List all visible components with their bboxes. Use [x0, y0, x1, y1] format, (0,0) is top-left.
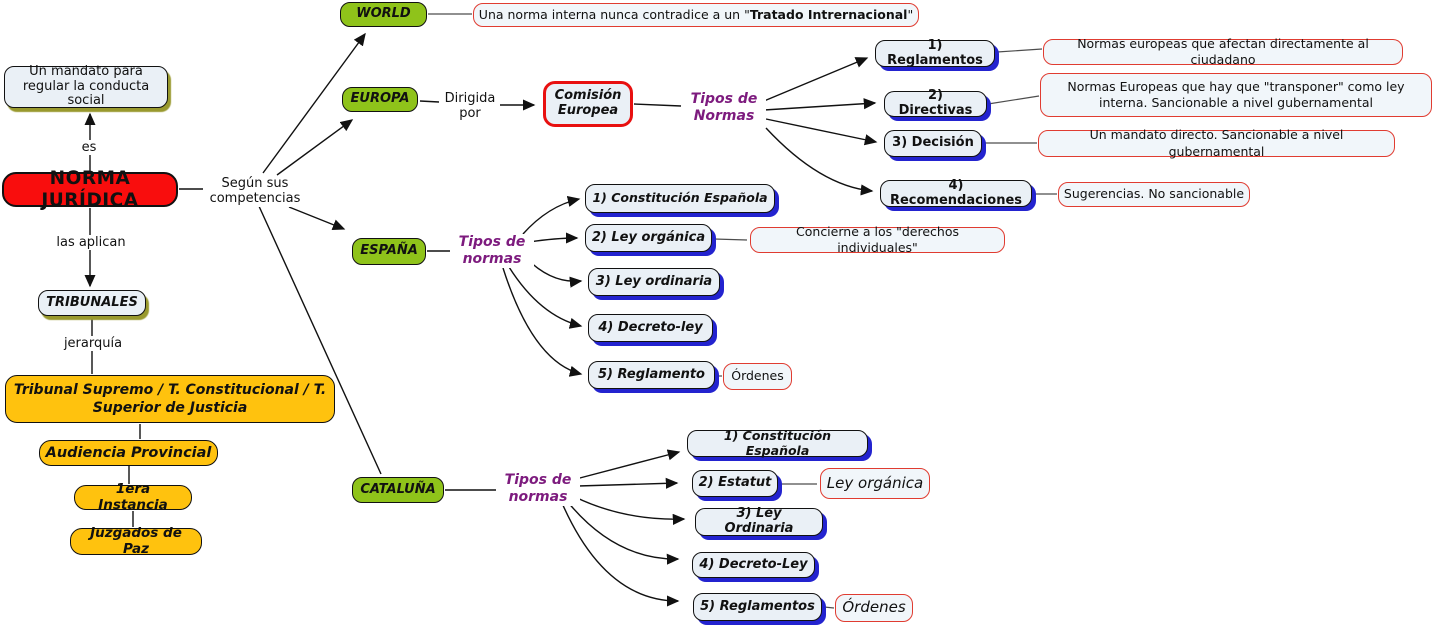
world-annotation-prefix: Una norma interna nunca contradice a un " — [478, 6, 750, 22]
eu-recomendaciones-node: 4) Recomendaciones — [880, 180, 1032, 207]
cat-ley-ordinaria-node: 3) Ley Ordinaria — [695, 508, 823, 536]
edge-label-las-aplican: las aplican — [52, 235, 130, 250]
europa-node: EUROPA — [342, 87, 418, 112]
edge-label-es: es — [72, 140, 106, 155]
cat-estatut-node: 2) Estatut — [692, 470, 778, 497]
edge-label-segun-competencias: Según sus competencias — [203, 176, 307, 207]
world-annotation-suffix: " — [907, 6, 914, 22]
eu-reglamentos-node: 1) Reglamentos — [875, 40, 995, 67]
cat-ordenes-annotation: Órdenes — [835, 594, 913, 622]
world-annotation — [473, 3, 919, 27]
eu-decision-annotation: Un mandato directo. Sancionable a nivel gubernamental — [1038, 130, 1395, 157]
audiencia-provincial-node: Audiencia Provincial — [39, 440, 218, 466]
eu-recomendaciones-annotation: Sugerencias. No sancionable — [1058, 182, 1250, 207]
cat-ley-organica-annotation: Ley orgánica — [820, 468, 930, 499]
comision-europea-node: Comisión Europea — [543, 81, 633, 127]
tipos-de-normas-cataluna-label: Tipos de normas — [496, 472, 580, 506]
cat-reglamentos-node: 5) Reglamentos — [693, 593, 822, 621]
es-ley-ordinaria-node: 3) Ley ordinaria — [588, 268, 720, 296]
es-constitucion-node: 1) Constitución Española — [585, 184, 775, 213]
es-reglamento-node: 5) Reglamento — [588, 361, 715, 389]
tribunal-supremo-node: Tribunal Supremo / T. Constitucional / T. Superior de Justicia — [5, 375, 335, 423]
es-ley-organica-annotation: Concierne a los "derechos individuales" — [750, 227, 1005, 253]
root-node-norma-juridica: NORMA JURÍDICA — [2, 172, 178, 207]
espana-node: ESPAÑA — [352, 238, 426, 265]
eu-decision-node: 3) Decisión — [884, 130, 982, 157]
world-node: WORLD — [340, 2, 427, 27]
es-ordenes-annotation: Órdenes — [723, 363, 792, 390]
edge-label-jerarquia: jerarquía — [57, 336, 129, 351]
cataluna-node: CATALUÑA — [352, 477, 444, 503]
edge-label-dirigida-por: Dirigida por — [440, 91, 500, 122]
world-annotation-bold: Tratado Intrernacional — [749, 6, 908, 22]
tipos-de-normas-espana-label: Tipos de normas — [450, 234, 534, 268]
cat-constitucion-node: 1) Constitución Española — [687, 430, 868, 457]
primera-instancia-node: 1era Instancia — [74, 485, 192, 510]
es-ley-organica-node: 2) Ley orgánica — [585, 224, 712, 252]
es-decreto-ley-node: 4) Decreto-ley — [588, 314, 713, 342]
eu-directivas-annotation: Normas Europeas que hay que "transponer" como ley interna. Sancionable a nivel gubernamental — [1040, 73, 1432, 117]
juzgados-de-paz-node: Juzgados de Paz — [70, 528, 202, 555]
definition-node: Un mandato para regular la conducta social — [4, 66, 168, 108]
cat-decreto-ley-node: 4) Decreto-Ley — [692, 552, 815, 578]
eu-reglamentos-annotation: Normas europeas que afectan directamente al ciudadano — [1043, 39, 1403, 65]
eu-directivas-node: 2) Directivas — [884, 91, 987, 117]
tribunales-node: TRIBUNALES — [38, 290, 146, 316]
tipos-de-normas-europa-label: Tipos de Normas — [682, 91, 766, 125]
